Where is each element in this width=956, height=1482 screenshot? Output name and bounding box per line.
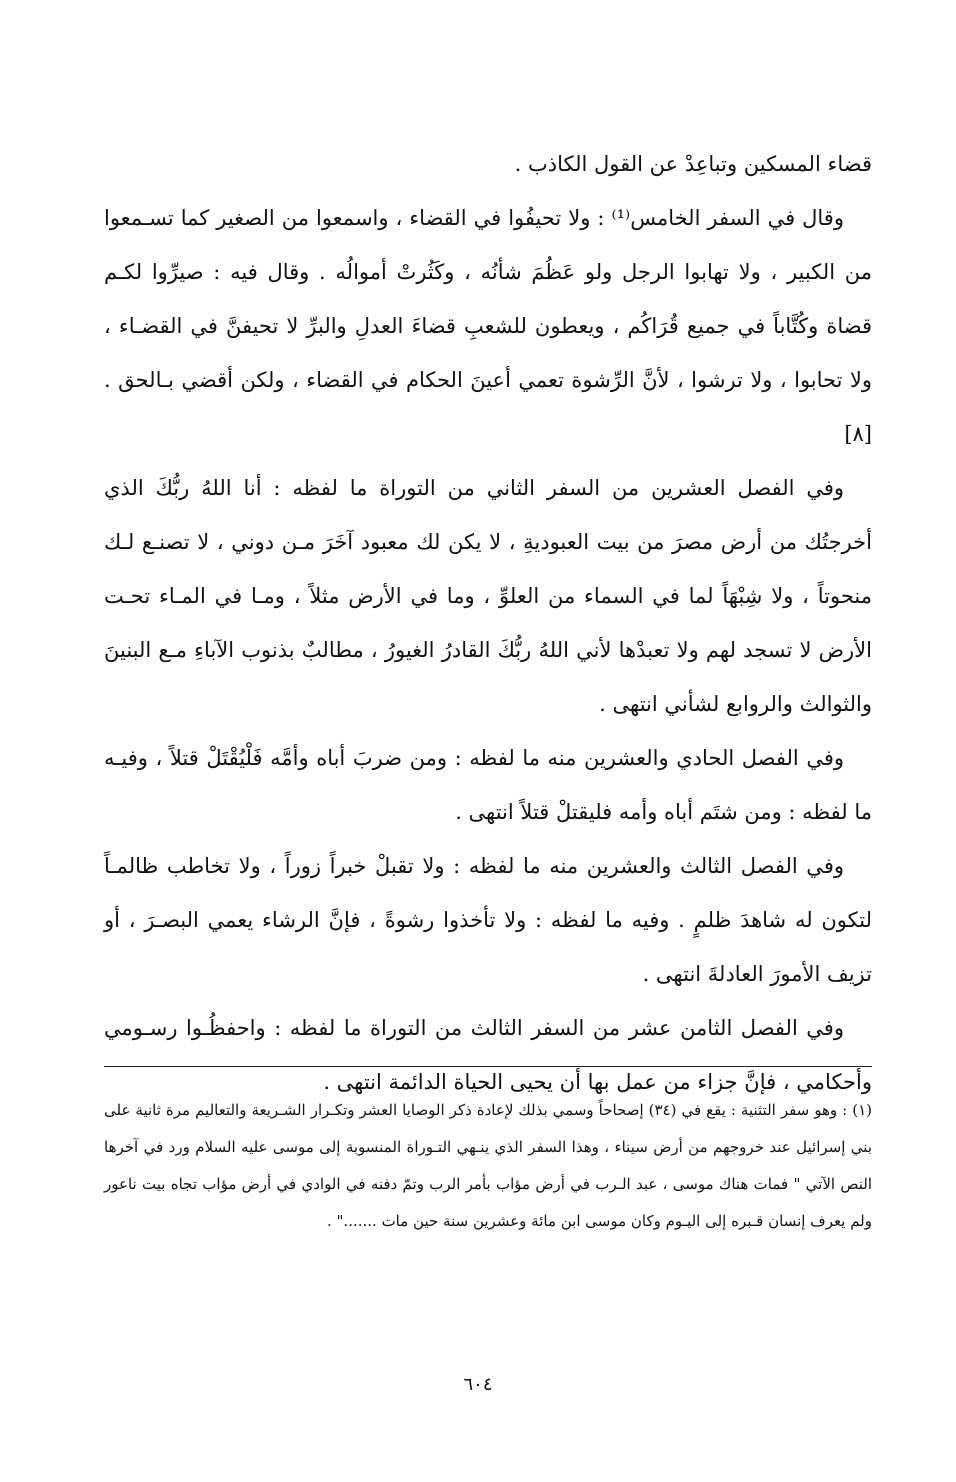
paragraph-1: قضاء المسكين وتباعِدْ عن القول الكاذب . [514,152,872,176]
main-text-body [104,137,872,1109]
footnote-divider [104,1066,872,1067]
paragraph-2: وقال في السفر الخامس⁽¹⁾ : ولا تحيفُوا في القضاء ، واسمعوا من الصغير كما تسـمعوا من الكبير ، ولا تهابوا الرجل ولو عَظُمَ شأنُه ، وكَثُرتْ أموالُه . وقال فيه : صيرِّوا لكـم قضاة وكُتَّاباً في جميع قُرَاكُم ، ويعطون للشعبِ قضاءَ العدلِ والبرِّ لا تحيفنَّ في القضـاء ، ولا تحابوا ، ولا ترشوا ، لأنَّ الرِّشوة تعمي أعينَ الحكام في القضاء ، ولكن أقضي بـالحق . [٨] [104,206,872,446]
footnote-1 [104,1092,872,1240]
footnote-1-text: (١) : وهو سفر التثنية : يقع في (٣٤) إصحاحاً وسمي بذلك لإعادة ذكر الوصايا العشر وتكـرار الشـريعة والتعاليم مرة ثانية على بني إسرائيل عند خروجهم من أرض سيناء ، وهذا السفر الذي ينـهي التـوراة المنسوبة إلى موسى عليه السلام ورد في آخرها النص الآتي " فمات هناك موسى ، عبد الـرب في أرض مؤاب بأمر الرب وتمّ دفنه في الوادي في أرض مؤاب تجاه بيت ناعور ولم يعرف إنسان قـبره إلى اليـوم وكان موسى ابن مائة وعشرين سنة حين مات ......." . [104,1101,872,1230]
paragraph-3: وفي الفصل العشرين من السفر الثاني من التوراة ما لفظه : أنا اللهُ ربُّكَ الذي أخرجتُك من أرض مصرَ من بيت العبوديةِ ، لا يكن لك معبود آخَرَ مـن دوني ، لا تصنـع لـك منحوتاً ، ولا شِبْهَاً لما في السماء من العلوِّ ، وما في الأرض مثلاً ، ومـا في المـاء تحـت الأرض لا تسجد لهم ولا تعبدْها لأني اللهُ ربُّكَ القادرُ الغيورُ ، مطالبٌ بذنوب الآباءِ مـع البنينَ والثوالث والروابع لشأني انتهى . [104,476,872,716]
paragraph-5: وفي الفصل الثالث والعشرين منه ما لفظه : ولا تقبلْ خبراً زوراً ، ولا تخاطب ظالمـاً لتكون له شاهدَ ظلمٍ . وفيه ما لفظه : ولا تأخذوا رشوةً ، فإنَّ الرشاء يعمي البصـرَ ، أو تزيف الأمورَ العادلةَ انتهى . [104,854,872,986]
paragraph-6: وفي الفصل الثامن عشر من السفر الثالث من التوراة ما لفظه : واحفظُـوا رسـومي وأحكامي ، فإنَّ جزاء من عمل بها أن يحيى الحياة الدائمة انتهى . [104,1016,872,1094]
paragraph-4: وفي الفصل الحادي والعشرين منه ما لفظه : ومن ضربَ أباه وأمَّه فَلْيُقْتَلْ قتلاً ، وفيـه ما لفظه : ومن شتَم أباه وأمه فليقتلْ قتلاً انتهى . [104,746,872,824]
footnotes-section [104,1092,872,1240]
page-number: ٦٠٤ [463,1374,493,1395]
